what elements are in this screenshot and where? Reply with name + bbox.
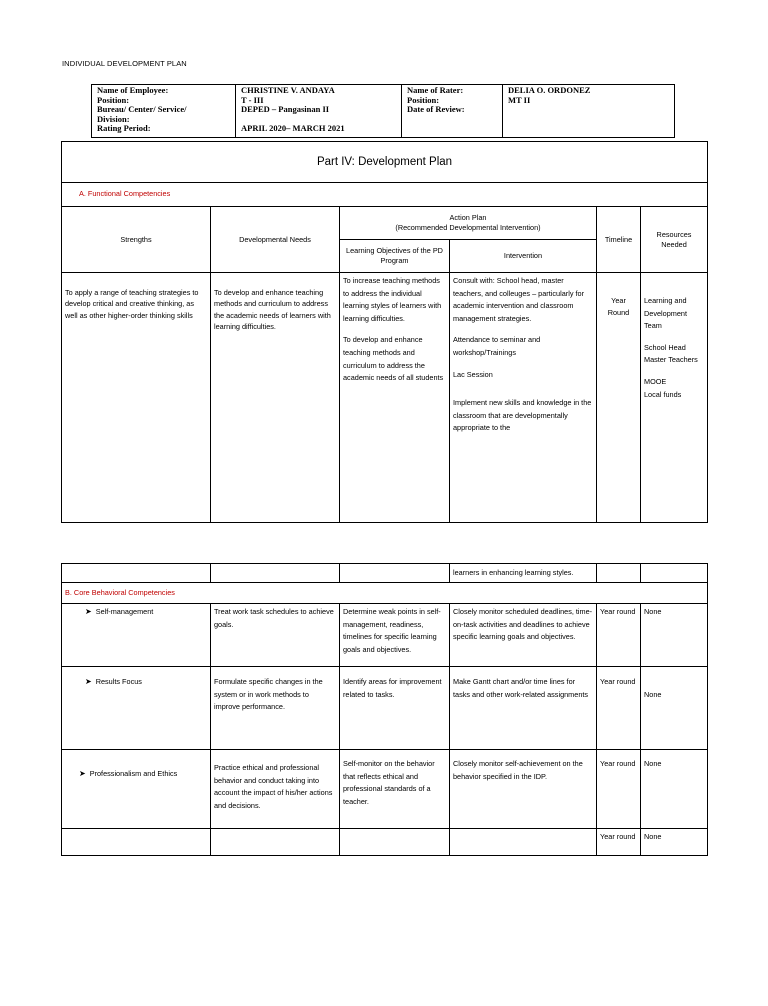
col-resources: Resources Needed (641, 207, 708, 273)
rater-values (503, 85, 675, 138)
functional-objectives (340, 273, 450, 523)
employee-labels (92, 85, 236, 138)
employee-position: T - III (241, 94, 264, 105)
need-professionalism: Practice ethical and professional behavior and conduct taking into account the impact of his/her actions and decisions. (211, 750, 340, 829)
extra-cell-4 (450, 829, 597, 856)
cont-cell-2 (211, 564, 340, 583)
extra-cell-3 (340, 829, 450, 856)
functional-need: To develop and enhance teaching methods and curriculum to address the academic needs of learners with learning difficulties. (211, 273, 340, 523)
document-title: INDIVIDUAL DEVELOPMENT PLAN (62, 59, 187, 68)
resource-5: Local funds (644, 389, 682, 399)
resources-self-management: None (641, 604, 708, 667)
label-division: Division: (97, 113, 130, 124)
objective-self-management: Determine weak points in self-management, readiness, timelines for specific learning goals and objectives. (340, 604, 450, 667)
col-needs: Developmental Needs (211, 207, 340, 273)
label-date-of-review: Date of Review: (407, 104, 465, 114)
need-results-focus: Formulate specific changes in the system or in work methods to improve performance. (211, 667, 340, 750)
rater-position: MT II (508, 94, 531, 105)
competency-professionalism (62, 750, 211, 829)
label-rater-position: Position: (407, 94, 440, 105)
extra-cell-2 (211, 829, 340, 856)
objective-professionalism: Self-monitor on the behavior that reflects ethical and professional standards of a teacher. (340, 750, 450, 829)
col-intervention: Intervention (450, 240, 597, 273)
intervention-self-management: Closely monitor scheduled deadlines, time-on-task activities and deadlines to achieve specific learning goals and objectives. (450, 604, 597, 667)
action-plan-sublabel: (Recommended Developmental Intervention) (395, 223, 541, 232)
objective-results-focus: Identify areas for improvement related to tasks. (340, 667, 450, 750)
continuation-text: learners in enhancing learning styles. (450, 564, 597, 583)
rater-labels (402, 85, 503, 138)
col-timeline: Timeline (597, 207, 641, 273)
extra-resources: None (641, 829, 708, 856)
col-learning-objectives: Learning Objectives of the PD Program (340, 240, 450, 273)
intervention-1: Consult with: School head, master teachers, and colleuges – particularly for academic intervention and classroom management strategies. (453, 276, 585, 323)
employee-info-table (91, 84, 675, 138)
resource-1: Learning and Development Team (644, 296, 687, 331)
cont-cell-3 (340, 564, 450, 583)
arrow-bullet-icon: ➤ (85, 677, 92, 686)
objective-2: To develop and enhance teaching methods and curriculum to address the academic needs of all students (343, 335, 444, 383)
functional-interventions (450, 273, 597, 523)
competency-self-management (62, 604, 211, 667)
development-plan-table (61, 141, 708, 523)
extra-cell-1 (62, 829, 211, 856)
rater-name: DELIA O. ORDONEZ (508, 85, 591, 95)
timeline-self-management: Year round (597, 604, 641, 667)
intervention-results-focus: Make Gantt chart and/or time lines for tasks and other work-related assignments (450, 667, 597, 750)
objective-1: To increase teaching methods to address the individual learning styles of learners with learning difficulties. (343, 276, 442, 323)
cont-cell-6 (641, 564, 708, 583)
employee-values (236, 85, 402, 138)
label-name-of-employee: Name of Employee: (97, 85, 169, 95)
functional-strength: To apply a range of teaching strategies to develop critical and creative thinking, as well as other higher-order thinking skills (62, 273, 211, 523)
timeline-professionalism: Year round (597, 750, 641, 829)
need-self-management: Treat work task schedules to achieve goals. (211, 604, 340, 667)
resources-results-focus: None (641, 667, 708, 750)
competency-results-focus (62, 667, 211, 750)
col-action-plan (340, 207, 597, 240)
resource-2: School Head (644, 342, 686, 352)
resource-3: Master Teachers (644, 355, 698, 365)
cont-cell-1 (62, 564, 211, 583)
extra-timeline: Year round (597, 829, 641, 856)
employee-name: CHRISTINE V. ANDAYA (241, 85, 335, 95)
employee-bureau: DEPED – Pangasinan II (241, 104, 330, 114)
label-rating-period: Rating Period: (97, 123, 151, 133)
functional-timeline: Year Round (597, 273, 641, 523)
col-strengths: Strengths (62, 207, 211, 273)
section-a-heading: A. Functional Competencies (62, 183, 708, 207)
employee-rating-period: APRIL 2020– MARCH 2021 (241, 123, 345, 133)
timeline-results-focus: Year round (597, 667, 641, 750)
part-title: Part IV: Development Plan (62, 142, 708, 183)
action-plan-label: Action Plan (449, 213, 487, 222)
competency-label: Self-management (95, 607, 154, 616)
intervention-professionalism: Closely monitor self-achievement on the behavior specified in the IDP. (450, 750, 597, 829)
intervention-3: Lac Session (453, 369, 493, 379)
resource-4: MOOE (644, 376, 667, 386)
functional-resources (641, 273, 708, 523)
cont-cell-5 (597, 564, 641, 583)
arrow-bullet-icon: ➤ (85, 607, 92, 616)
core-competencies-table (61, 563, 708, 856)
competency-label: Results Focus (95, 677, 142, 686)
section-b-heading: B. Core Behavioral Competencies (62, 583, 708, 604)
intervention-4: Implement new skills and knowledge in the classroom that are developmentally appropriate to the (453, 398, 592, 433)
label-name-of-rater: Name of Rater: (407, 85, 464, 95)
competency-label: Professionalism and Ethics (89, 769, 178, 778)
intervention-2: Attendance to seminar and workshop/Trainings (453, 335, 541, 357)
arrow-bullet-icon: ➤ (79, 769, 86, 778)
label-position: Position: (97, 94, 130, 105)
label-bureau: Bureau/ Center/ Service/ (97, 104, 187, 114)
resources-professionalism: None (641, 750, 708, 829)
